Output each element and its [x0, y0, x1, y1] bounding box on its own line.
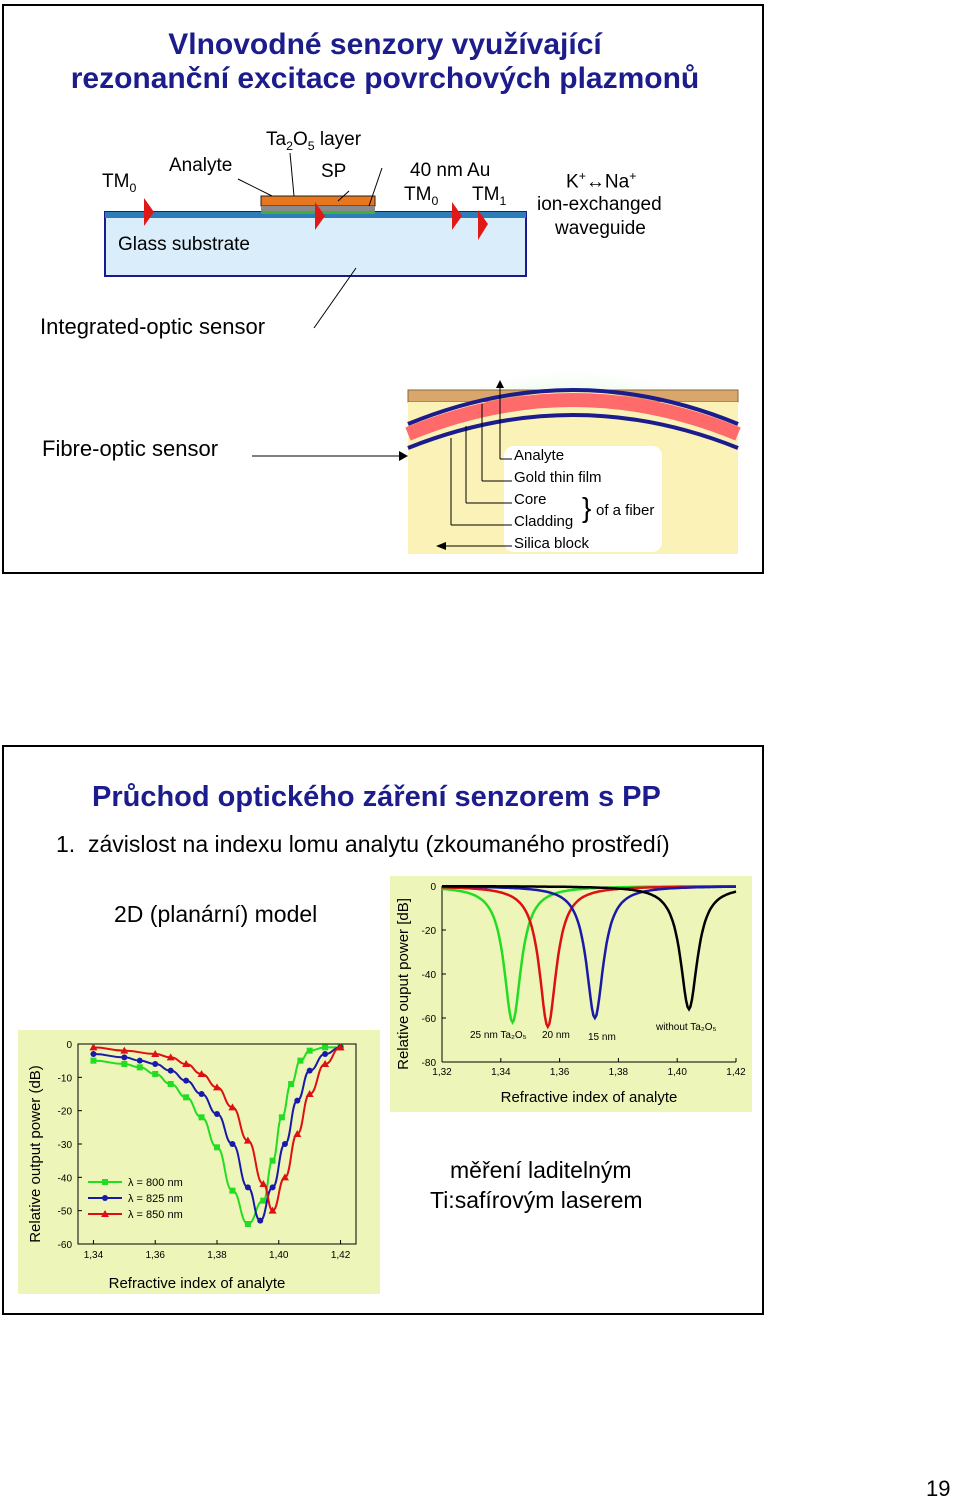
data-point	[229, 1141, 235, 1147]
x-axis-label: Refractive index of analyte	[108, 1275, 286, 1292]
data-point	[322, 1051, 328, 1057]
x-tick-label: 1,36	[145, 1250, 165, 1261]
slide-2-title: Průchod optického záření senzorem s PP	[92, 781, 661, 813]
ta2o5-layer-label: $Ta_2O_5$ layer	[266, 129, 362, 153]
data-point	[168, 1081, 174, 1087]
y-tick-label: -80	[421, 1058, 436, 1069]
annotation-without: without Ta₂O₅	[656, 1022, 717, 1033]
legend-marker	[102, 1195, 108, 1201]
annotation-25nm: 25 nm Ta₂O₅	[470, 1030, 527, 1041]
slide-2-subtitle: 1. závislost na indexu lomu analytu (zkoumaného prostředí)	[56, 831, 670, 857]
y-axis-label: Relative output power (dB)	[27, 1065, 44, 1243]
data-point	[152, 1061, 158, 1067]
x-tick-label: 1,40	[269, 1250, 289, 1261]
data-point	[294, 1098, 300, 1104]
fiber-legend-analyte: Analyte	[514, 447, 565, 464]
exchanged-label-1: ion-exchanged	[537, 194, 662, 215]
chart-1-background	[18, 1030, 380, 1294]
data-point	[229, 1188, 235, 1194]
x-tick-label: 1,42	[330, 1250, 351, 1261]
annotation-20nm: 20 nm	[542, 1030, 570, 1041]
y-tick-label: -60	[57, 1240, 72, 1251]
data-point	[90, 1051, 96, 1057]
data-point	[288, 1081, 294, 1087]
fiber-legend-core: Core	[514, 491, 547, 508]
data-point	[183, 1078, 189, 1084]
legend-marker	[102, 1179, 108, 1185]
fiber-legend-of-fiber: of a fiber	[596, 502, 655, 519]
title-line-1: Vlnovodné senzory využívající	[168, 28, 602, 61]
y-tick-label: -20	[57, 1106, 72, 1118]
data-point	[245, 1184, 251, 1190]
y-tick-label: -40	[57, 1173, 72, 1185]
data-point	[297, 1058, 303, 1064]
data-point	[168, 1068, 174, 1074]
y-tick-label: -40	[421, 970, 436, 981]
data-point	[152, 1071, 158, 1077]
data-point	[199, 1091, 205, 1097]
data-point	[260, 1198, 266, 1204]
legend-label: λ = 825 nm	[128, 1193, 183, 1205]
x-tick-label: 1,34	[491, 1067, 511, 1078]
data-point	[90, 1058, 96, 1064]
fiber-legend-cladding: Cladding	[514, 513, 574, 530]
y-axis-label: Relative ouput power [dB]	[395, 898, 412, 1070]
x-axis-label: Refractive index of analyte	[500, 1089, 678, 1106]
chart-measurement	[390, 876, 752, 1112]
y-tick-label: 0	[430, 882, 436, 893]
y-tick-label: 0	[66, 1040, 72, 1051]
tm0-label: $TM_0$	[102, 171, 137, 195]
data-point	[214, 1111, 220, 1117]
legend-label: λ = 850 nm	[128, 1209, 183, 1221]
data-point	[307, 1068, 313, 1074]
data-point	[257, 1218, 263, 1224]
chart-2d-model	[18, 1030, 380, 1294]
legend-label: λ = 800 nm	[128, 1177, 183, 1189]
data-point	[199, 1114, 205, 1120]
x-tick-label: 1,42	[726, 1067, 746, 1078]
data-point	[282, 1141, 288, 1147]
y-tick-label: -60	[421, 1014, 436, 1025]
data-point	[245, 1221, 251, 1227]
x-tick-label: 1,40	[667, 1067, 687, 1078]
data-point	[121, 1061, 127, 1067]
page-number: 19	[926, 1476, 951, 1501]
x-tick-label: 1,38	[207, 1250, 227, 1261]
fibre-sensor-label: Fibre-optic sensor	[42, 436, 219, 461]
glass-substrate-label: Glass substrate	[118, 234, 250, 255]
slide-1	[2, 4, 764, 574]
fiber-legend-silica: Silica block	[514, 535, 590, 552]
data-point	[214, 1144, 220, 1150]
data-point	[279, 1114, 285, 1120]
model-label: 2D (planární) model	[114, 901, 318, 927]
measurement-line-2: Ti:safírovým laserem	[430, 1187, 643, 1213]
analyte-label: Analyte	[169, 155, 233, 176]
waveguide-diagram	[4, 6, 764, 576]
data-point	[270, 1158, 276, 1164]
y-tick-label: -50	[57, 1206, 72, 1218]
y-tick-label: -10	[57, 1073, 72, 1085]
x-tick-label: 1,34	[83, 1250, 104, 1261]
data-point	[121, 1054, 127, 1060]
y-tick-label: -20	[421, 926, 436, 937]
ion-exchange-label: K+↔Na+	[566, 169, 637, 193]
tm0-b-label: $TM_0$	[404, 184, 439, 208]
brace-icon: }	[582, 492, 592, 523]
data-point	[307, 1048, 313, 1054]
data-point	[270, 1184, 276, 1190]
data-point	[137, 1064, 143, 1070]
double-arrow-icon: ↔	[585, 171, 605, 193]
tm1-label: $TM_1$	[472, 184, 507, 208]
x-tick-label: 1,32	[432, 1067, 452, 1078]
data-point	[183, 1094, 189, 1100]
data-point	[137, 1058, 143, 1064]
measurement-line-1: měření laditelným	[450, 1157, 632, 1183]
fiber-legend-gold: Gold thin film	[514, 469, 602, 486]
x-tick-label: 1,36	[549, 1067, 570, 1078]
exchanged-label-2: waveguide	[555, 218, 646, 239]
sp-label: SP	[321, 161, 347, 182]
x-tick-label: 1,38	[608, 1067, 629, 1078]
au-label: 40 nm Au	[410, 160, 491, 181]
data-point	[322, 1044, 328, 1050]
y-tick-label: -30	[57, 1140, 72, 1151]
annotation-15nm: 15 nm	[588, 1032, 616, 1043]
integrated-sensor-label: Integrated-optic sensor	[40, 314, 266, 339]
title-line-2: rezonanční excitace povrchových plazmonů	[70, 62, 700, 95]
